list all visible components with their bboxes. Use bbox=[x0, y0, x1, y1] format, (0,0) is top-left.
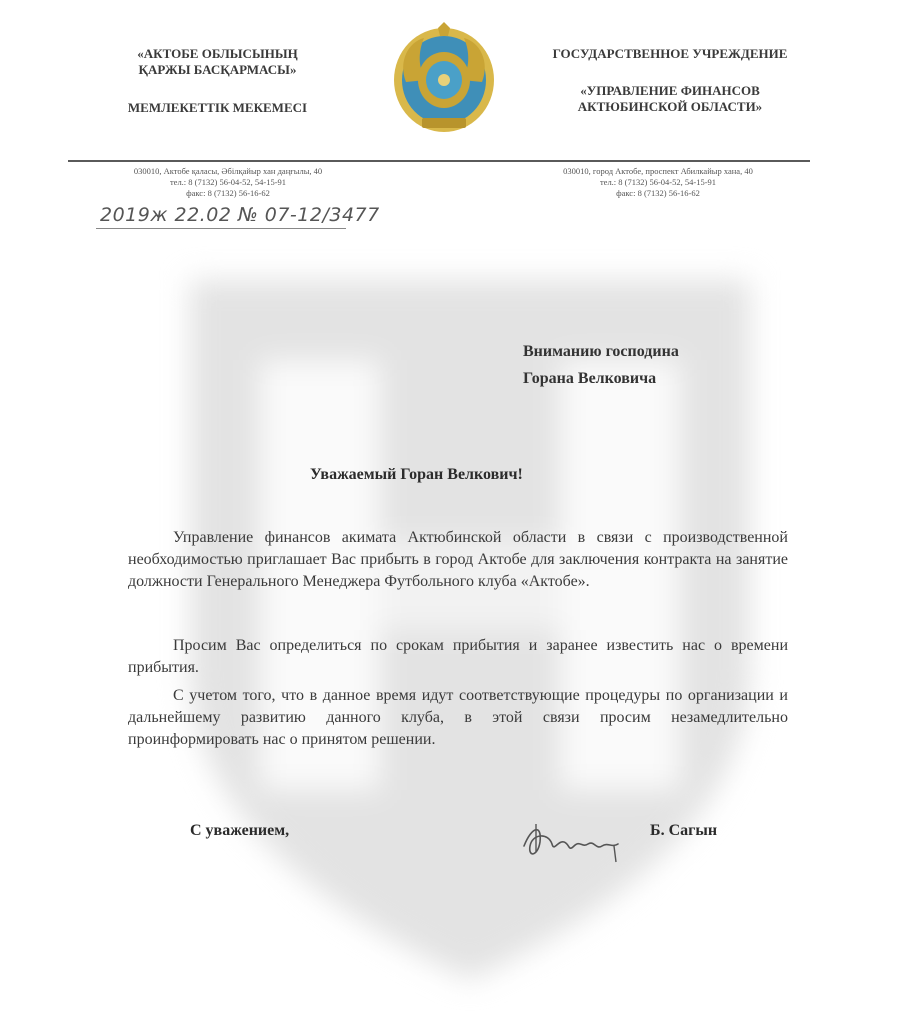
address-russian bbox=[508, 166, 808, 199]
watermark-shield-icon bbox=[150, 250, 790, 990]
org-type-russian: ГОСУДАРСТВЕННОЕ УЧРЕЖДЕНИЕ bbox=[552, 46, 788, 61]
org-name-kazakh bbox=[110, 46, 325, 78]
address-kazakh-line2: тел.: 8 (7132) 56-04-52, 54-15-91 bbox=[169, 177, 287, 187]
body-paragraph-2: Просим Вас определиться по срокам прибытия и заранее известить нас о времени прибытия. bbox=[128, 637, 788, 676]
address-kazakh-line3: факс: 8 (7132) 56-16-62 bbox=[186, 188, 270, 198]
org-name-kazakh-line2: ҚАРЖЫ БАСҚАРМАСЫ» bbox=[138, 62, 297, 77]
org-name-russian-line1: «УПРАВЛЕНИЕ ФИНАНСОВ bbox=[580, 83, 760, 98]
address-russian-line2: тел.: 8 (7132) 56-04-52, 54-15-91 bbox=[599, 177, 717, 187]
org-type-kazakh: МЕМЛЕКЕТТІК МЕКЕМЕСІ bbox=[127, 100, 308, 115]
kazakhstan-state-emblem-icon bbox=[388, 22, 500, 136]
recipient-block bbox=[523, 338, 679, 392]
closing-phrase: С уважением, bbox=[190, 822, 290, 839]
recipient-line2: Горана Велковича bbox=[523, 370, 657, 387]
recipient-line1: Вниманию господина bbox=[523, 343, 679, 360]
salutation: Уважаемый Горан Велкович! bbox=[310, 466, 523, 483]
body-paragraph-1: Управление финансов акимата Актюбинской области в связи с производственной необходимостью приглашает Вас прибыть в город Актобе для заключения контракта на занятие должности Генерального Менеджера Футбольного клуба «Актобе». bbox=[128, 529, 788, 590]
address-kazakh-line1: 030010, Актобе қаласы, Әбілқайыр хан даңғылы, 40 bbox=[133, 166, 323, 176]
body-paragraph-3: С учетом того, что в данное время идут соответствующие процедуры по организации и дальнейшему развитию данного клуба, в этой связи просим незамедлительно проинформировать нас о принятом решении. bbox=[128, 687, 788, 748]
header-divider bbox=[68, 160, 810, 162]
registration-number: 2019ж 22.02 № 07-12/3477 bbox=[100, 204, 380, 226]
address-russian-line1: 030010, город Актобе, проспект Абилкайыр хана, 40 bbox=[563, 166, 753, 176]
handwritten-signature-icon bbox=[518, 816, 628, 864]
org-name-kazakh-line1: «АКТОБЕ ОБЛЫСЫНЫҢ bbox=[137, 46, 298, 61]
org-name-russian bbox=[545, 83, 795, 115]
org-name-russian-line2: АКТЮБИНСКОЙ ОБЛАСТИ» bbox=[577, 99, 763, 114]
registration-underline bbox=[96, 228, 346, 229]
address-kazakh bbox=[78, 166, 378, 199]
address-russian-line3: факс: 8 (7132) 56-16-62 bbox=[616, 188, 700, 198]
signer-name: Б. Сагын bbox=[650, 822, 718, 839]
